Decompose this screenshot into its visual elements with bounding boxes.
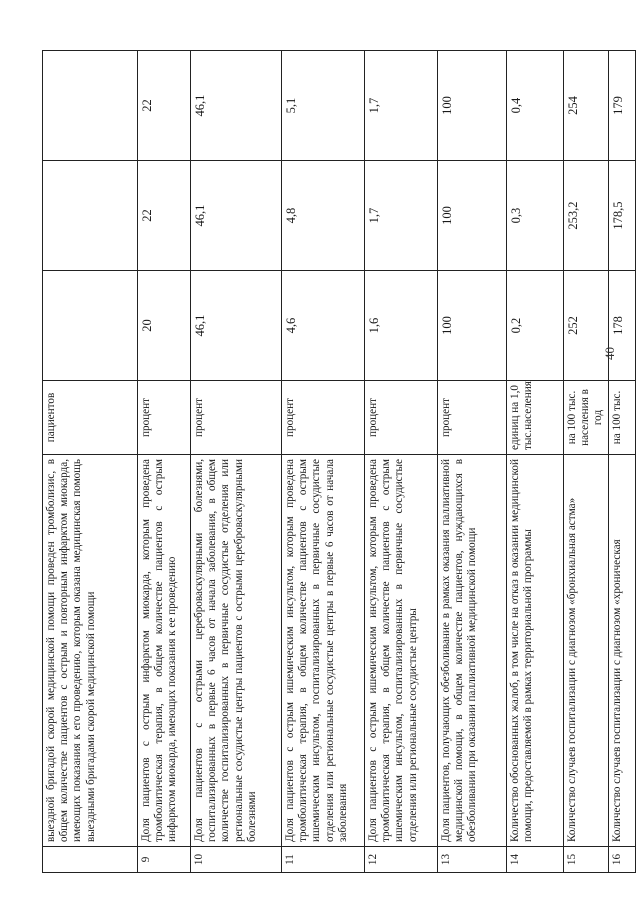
row-unit: единиц на 1,0 тыс.населения — [507, 381, 564, 455]
row-unit: процент — [191, 381, 282, 455]
row-description: Доля пациентов с острым ишемическим инсультом, которым проведена тромболитическая терапия, в общем количестве пациентов с острым ишемическим инсультом, госпитализированных в первичные сосудистые отделения или региональные сосудистые центры в первые 6 часов от начала заболевания — [282, 455, 365, 847]
row-value-3: 254 — [564, 51, 609, 161]
row-description: Количество обоснованных жалоб, в том числе на отказ в оказании медицинской помощи, предоставляемой в рамках территориальной программы — [507, 455, 564, 847]
row-description: Доля пациентов с острым инфарктом миокарда, которым проведена тромболитическая терапия, в общем количестве пациентов с острым инфарктом миокарда, имеющих показания к ее проведению — [138, 455, 191, 847]
row-description: Доля пациентов с острым ишемическим инсультом, которым проведена тромболитическая терапия, в общем количестве пациентов с острым ишемическим инсультом, госпитализированных в первичные сосудистые отделения или региональные сосудистые центры — [365, 455, 438, 847]
row-value-2: 178,5 — [609, 161, 636, 271]
row-unit: процент — [365, 381, 438, 455]
row-value-1: 4,6 — [282, 271, 365, 381]
row-description: Доля пациентов с острыми цереброваскулярными болезнями, госпитализированных в первые 6 часов от начала заболевания, в общем количестве госпитализированных в первичные сосудистые отделения или региональные сосудистые центры пациентов с острыми цереброваскулярными болезнями — [191, 455, 282, 847]
row-value-3: 5,1 — [282, 51, 365, 161]
page-number: 40 — [602, 347, 617, 360]
row-number: 16 — [609, 847, 636, 873]
row-number: 13 — [438, 847, 507, 873]
row-value-1: 100 — [438, 271, 507, 381]
row-number: 15 — [564, 847, 609, 873]
row-description: Количество случаев госпитализации с диагнозом «бронхиальная астма» — [564, 455, 609, 847]
row-number: 12 — [365, 847, 438, 873]
table-row — [138, 51, 191, 873]
row-value-3: 100 — [438, 51, 507, 161]
row-value-2: 22 — [138, 161, 191, 271]
row-unit: процент — [138, 381, 191, 455]
row-value-2: 100 — [438, 161, 507, 271]
row-value-2: 4,8 — [282, 161, 365, 271]
row-unit: процент — [282, 381, 365, 455]
row-value-3: 0,4 — [507, 51, 564, 161]
row-value-2: 46,1 — [191, 161, 282, 271]
table-row — [438, 51, 507, 873]
row-value-3 — [43, 51, 138, 161]
row-number — [43, 847, 138, 873]
indicators-table — [42, 50, 636, 873]
row-value-1: 252 — [564, 271, 609, 381]
row-value-2: 253,2 — [564, 161, 609, 271]
row-number: 10 — [191, 847, 282, 873]
row-value-1: 0,2 — [507, 271, 564, 381]
row-description: выездной бригадой скорой медицинской помощи проведен тромболизис, в общем количестве пациентов с острым и повторным инфарктом миокарда, имеющих показания к его проведению, которым оказана медицинская помощь выездными бригадами скорой медицинской помощи — [43, 455, 138, 847]
row-value-3: 1,7 — [365, 51, 438, 161]
row-unit: на 100 тыс. населения в год — [564, 381, 609, 455]
row-value-3: 22 — [138, 51, 191, 161]
table-row — [282, 51, 365, 873]
row-number: 11 — [282, 847, 365, 873]
row-value-1: 20 — [138, 271, 191, 381]
row-unit: на 100 тыс. — [609, 381, 636, 455]
row-value-3: 179 — [609, 51, 636, 161]
table-row — [609, 51, 636, 873]
row-value-1: 46,1 — [191, 271, 282, 381]
table-row — [365, 51, 438, 873]
row-number: 14 — [507, 847, 564, 873]
row-value-1: 1,6 — [365, 271, 438, 381]
row-number: 9 — [138, 847, 191, 873]
table-row — [564, 51, 609, 873]
row-description: Доля пациентов, получающих обезболивание в рамках оказания паллиативной медицинской помощи, в общем количестве пациентов, нуждающихся в обезболивании при оказании паллиативной медицинской помощи — [438, 455, 507, 847]
row-value-1: 178 — [609, 271, 636, 381]
row-description: Количество случаев госпитализации с диагнозом «хроническая — [609, 455, 636, 847]
row-unit: процент — [438, 381, 507, 455]
row-value-1 — [43, 271, 138, 381]
table-row — [43, 51, 138, 873]
row-unit: пациентов — [43, 381, 138, 455]
row-value-2: 1,7 — [365, 161, 438, 271]
table-row — [191, 51, 282, 873]
row-value-2: 0,3 — [507, 161, 564, 271]
row-value-3: 46,1 — [191, 51, 282, 161]
table-row — [507, 51, 564, 873]
row-value-2 — [43, 161, 138, 271]
